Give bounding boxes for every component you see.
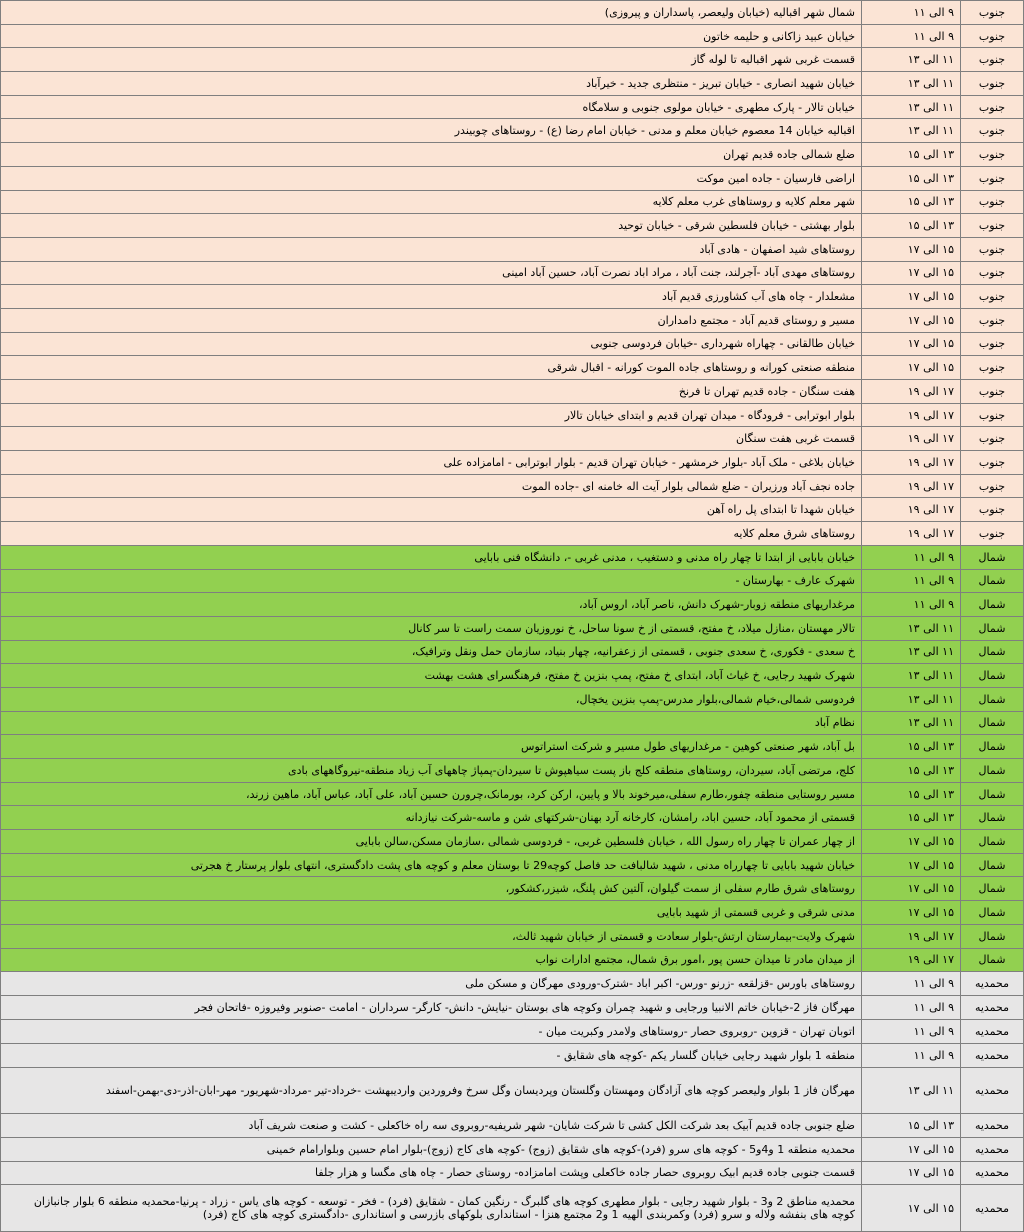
table-row [1, 853, 1024, 877]
area-cell: بلوار بهشتی - خیابان فلسطین شرقی - خیابان توحید [1, 214, 862, 238]
area-cell: مسیر روستایی منطقه چفور،طارم سفلی،میرخوند بالا و پایین، ارکن کرد، بورمانک،چرورن حسین آباد، علی آباد، عباس آباد، ماهین زرند، [1, 782, 862, 806]
table-row [1, 1161, 1024, 1185]
area-cell: ضلع شمالی جاده قدیم تهران [1, 143, 862, 167]
table-row [1, 522, 1024, 546]
region-cell: جنوب [961, 380, 1024, 404]
area-cell: مهرگان فاز 1 بلوار ولیعصر کوچه های آزادگان ومهستان وگلستان وپردیسان وگل سرخ وفروردین واردیبهشت -خرداد-تیر -مرداد-شهریور- مهر-ابان-اذر-دی-بهمن-اسفند [1, 1067, 862, 1114]
table-row [1, 403, 1024, 427]
region-cell: جنوب [961, 72, 1024, 96]
region-cell: محمدیه [961, 1043, 1024, 1067]
area-cell: بلوار ابوترابی - فرودگاه - میدان تهران قدیم و ابتدای خیابان تالار [1, 403, 862, 427]
region-cell: جنوب [961, 190, 1024, 214]
area-cell: منطقه صنعتی کورانه و روستاهای جاده الموت کورانه - اقبال شرقی [1, 356, 862, 380]
area-cell: کلج، مرتضی آباد، سیردان، روستاهای منطقه کلج باز پست سیاهپوش تا سیردان-پمپاژ چاههای آب زیاد منطقه-نیروگاههای بادی [1, 759, 862, 783]
area-cell: قسمت جنوبی جاده قدیم ابیک روبروی حصار جاده خاکعلی وپشت امامزاده- روستای حصار - چاه های مگسا و هزار جلفا [1, 1161, 862, 1185]
table-row [1, 190, 1024, 214]
table-row [1, 640, 1024, 664]
area-cell: محمدیه مناطق 2 و3 - بلوار شهید رجایی - بلوار مطهری کوچه های گلبرگ - رنگین کمان - شقایق (فرد) - فخر - توسعه - کوچه های یاس - زراد - پرنیا-محمدیه منطقه 6 بلوار جانبازان کوچه های بنفشه ولاله و سرو (فرد) وکمربندی الهیه 1 و2 مجتمع هنزا - استانداری بلوکهای بازرسی و استانداری -دادگستری کوچه های کاج (فرد) [1, 1185, 862, 1232]
region-cell: شمال [961, 830, 1024, 854]
region-cell: محمدیه [961, 1161, 1024, 1185]
area-cell: شهرک شهید رجایی، خ غیاث آباد، ابتدای خ مفتح، پمپ بنزین خ مفتح، فرهنگسرای هشت بهشت [1, 664, 862, 688]
region-cell: شمال [961, 569, 1024, 593]
time-cell: ۱۳ الی ۱۵ [862, 214, 961, 238]
area-cell: مرغداریهای منطقه زوبار-شهرک دانش، ناصر آباد، اروس آباد، [1, 593, 862, 617]
region-cell: شمال [961, 593, 1024, 617]
time-cell: ۱۵ الی ۱۷ [862, 1185, 961, 1232]
table-row [1, 711, 1024, 735]
region-cell: جنوب [961, 237, 1024, 261]
area-cell: فردوسی شمالی،خیام شمالی،بلوار مدرس-پمپ بنزین یخچال، [1, 687, 862, 711]
time-cell: ۱۵ الی ۱۷ [862, 308, 961, 332]
time-cell: ۱۷ الی ۱۹ [862, 427, 961, 451]
region-cell: شمال [961, 948, 1024, 972]
region-cell: جنوب [961, 285, 1024, 309]
table-row [1, 877, 1024, 901]
region-cell: شمال [961, 924, 1024, 948]
region-cell: جنوب [961, 261, 1024, 285]
area-cell: خیابان بلاغی - ملک آباد -بلوار خرمشهر - خیابان تهران قدیم - بلوار ابوترابی - امامزاده علی [1, 451, 862, 475]
region-cell: شمال [961, 782, 1024, 806]
table-row [1, 924, 1024, 948]
area-cell: روستاهای مهدی آباد -آجرلند، جنت آباد ، مراد اباد نصرت آباد، حسین آباد امینی [1, 261, 862, 285]
area-cell: خیابان بابایی از ابتدا تا چهار راه مدنی و دستغیب ، مدنی غربی -، دانشگاه فنی بابایی [1, 545, 862, 569]
table-row [1, 427, 1024, 451]
table-row [1, 166, 1024, 190]
area-cell: خ سعدی - فکوری، خ سعدی جنوبی ، قسمتی از زعفرانیه، چهار بنیاد، سازمان حمل ونقل وترافیک، [1, 640, 862, 664]
time-cell: ۱۳ الی ۱۵ [862, 190, 961, 214]
table-row [1, 616, 1024, 640]
table-row [1, 995, 1024, 1019]
time-cell: ۱۵ الی ۱۷ [862, 332, 961, 356]
region-cell: جنوب [961, 427, 1024, 451]
region-cell: جنوب [961, 1, 1024, 25]
time-cell: ۱۱ الی ۱۳ [862, 687, 961, 711]
region-cell: جنوب [961, 48, 1024, 72]
table-row [1, 545, 1024, 569]
table-row [1, 119, 1024, 143]
table-row [1, 214, 1024, 238]
table-row [1, 356, 1024, 380]
region-cell: شمال [961, 759, 1024, 783]
region-cell: شمال [961, 640, 1024, 664]
table-row [1, 498, 1024, 522]
time-cell: ۹ الی ۱۱ [862, 1, 961, 25]
area-cell: قسمتی از محمود آباد، حسین اباد، رامشان، کارخانه آرد بهنان-شرکتهای شن و ماسه-شرکت نیازدانه [1, 806, 862, 830]
time-cell: ۱۳ الی ۱۵ [862, 735, 961, 759]
area-cell: اراضی فارسیان - جاده امین موکت [1, 166, 862, 190]
area-cell: خیابان تالار - پارک مطهری - خیابان مولوی جنوبی و سلامگاه [1, 95, 862, 119]
table-row [1, 285, 1024, 309]
time-cell: ۱۵ الی ۱۷ [862, 285, 961, 309]
schedule-body [1, 1, 1024, 1232]
area-cell: جاده نجف آباد ورزیران - ضلع شمالی بلوار آیت اله خامنه ای -جاده الموت [1, 474, 862, 498]
table-row [1, 664, 1024, 688]
table-row [1, 687, 1024, 711]
table-row [1, 1137, 1024, 1161]
area-cell: مهرگان فاز 2-خیابان خاتم الانبیا ورجایی و شهید چمران وکوچه های بوستان -نیایش- دانش- کارگر- سرداران - امامت -صنوبر وفیروزه -فاتحان فجر [1, 995, 862, 1019]
area-cell: روستاهای شرق طارم سفلی از سمت گیلوان، آلتین کش پلنگ، شیزر،کشکور، [1, 877, 862, 901]
time-cell: ۱۱ الی ۱۳ [862, 95, 961, 119]
region-cell: جنوب [961, 451, 1024, 475]
region-cell: جنوب [961, 166, 1024, 190]
area-cell: شهر معلم کلایه و روستاهای غرب معلم کلایه [1, 190, 862, 214]
table-row [1, 474, 1024, 498]
time-cell: ۱۷ الی ۱۹ [862, 498, 961, 522]
region-cell: جنوب [961, 474, 1024, 498]
table-row [1, 1114, 1024, 1138]
area-cell: روستاهای شرق معلم کلایه [1, 522, 862, 546]
area-cell: مدنی شرقی و غربی قسمتی از شهید بابایی [1, 901, 862, 925]
time-cell: ۱۱ الی ۱۳ [862, 72, 961, 96]
time-cell: ۹ الی ۱۱ [862, 593, 961, 617]
region-cell: محمدیه [961, 1020, 1024, 1044]
area-cell: ضلع جنوبی جاده قدیم آبیک بعد شرکت الکل کشی تا شرکت شایان- شهر شریفیه-روبروی سه راه خاکعلی - کشت و صنعت شریف آباد [1, 1114, 862, 1138]
time-cell: ۱۷ الی ۱۹ [862, 924, 961, 948]
table-row [1, 782, 1024, 806]
time-cell: ۹ الی ۱۱ [862, 24, 961, 48]
table-row [1, 759, 1024, 783]
time-cell: ۱۷ الی ۱۹ [862, 474, 961, 498]
area-cell: خیابان شهید انصاری - خیابان تبریز - منتظری جدید - خیرآباد [1, 72, 862, 96]
time-cell: ۱۷ الی ۱۹ [862, 948, 961, 972]
table-row [1, 237, 1024, 261]
table-row [1, 380, 1024, 404]
table-row [1, 735, 1024, 759]
table-row [1, 1067, 1024, 1114]
area-cell: تالار مهستان ،منازل میلاد، خ مفتح، قسمتی از خ سونا ساحل، خ نوروزیان سمت راست تا سر کانال [1, 616, 862, 640]
area-cell: قسمت غربی هفت سنگان [1, 427, 862, 451]
table-row [1, 948, 1024, 972]
region-cell: جنوب [961, 24, 1024, 48]
area-cell: هفت سنگان - جاده قدیم تهران تا فرنخ [1, 380, 862, 404]
area-cell: شمال شهر اقبالیه (خیابان ولیعصر، پاسداران و پیروزی) [1, 1, 862, 25]
time-cell: ۱۳ الی ۱۵ [862, 1114, 961, 1138]
area-cell: از میدان مادر تا میدان حسن پور ،امور برق شمال، مجتمع ادارات نواب [1, 948, 862, 972]
region-cell: شمال [961, 853, 1024, 877]
time-cell: ۱۵ الی ۱۷ [862, 1161, 961, 1185]
area-cell: مسیر و روستای قدیم آباد - مجتمع دامداران [1, 308, 862, 332]
table-row [1, 48, 1024, 72]
time-cell: ۱۱ الی ۱۳ [862, 711, 961, 735]
time-cell: ۹ الی ۱۱ [862, 1020, 961, 1044]
region-cell: محمدیه [961, 1114, 1024, 1138]
time-cell: ۱۷ الی ۱۹ [862, 403, 961, 427]
time-cell: ۱۳ الی ۱۵ [862, 143, 961, 167]
time-cell: ۱۳ الی ۱۵ [862, 782, 961, 806]
time-cell: ۱۷ الی ۱۹ [862, 380, 961, 404]
area-cell: قسمت غربی شهر اقبالیه تا لوله گاز [1, 48, 862, 72]
table-row [1, 1043, 1024, 1067]
area-cell: روستاهای شید اصفهان - هادی آباد [1, 237, 862, 261]
time-cell: ۱۵ الی ۱۷ [862, 830, 961, 854]
time-cell: ۱۱ الی ۱۳ [862, 48, 961, 72]
time-cell: ۱۵ الی ۱۷ [862, 1137, 961, 1161]
time-cell: ۱۳ الی ۱۵ [862, 166, 961, 190]
table-row [1, 901, 1024, 925]
area-cell: مشعلدار - چاه های آب کشاورزی قدیم آباد [1, 285, 862, 309]
area-cell: اقبالیه خیابان 14 معصوم خیابان معلم و مدنی - خیابان امام رضا (ع) - روستاهای چوبیندر [1, 119, 862, 143]
time-cell: ۱۱ الی ۱۳ [862, 664, 961, 688]
region-cell: جنوب [961, 332, 1024, 356]
time-cell: ۱۵ الی ۱۷ [862, 853, 961, 877]
region-cell: جنوب [961, 214, 1024, 238]
time-cell: ۱۵ الی ۱۷ [862, 877, 961, 901]
region-cell: جنوب [961, 308, 1024, 332]
time-cell: ۹ الی ۱۱ [862, 569, 961, 593]
time-cell: ۱۳ الی ۱۵ [862, 759, 961, 783]
region-cell: شمال [961, 711, 1024, 735]
region-cell: شمال [961, 877, 1024, 901]
region-cell: محمدیه [961, 1067, 1024, 1114]
area-cell: محمدیه منطقه 1 و4و5 - کوچه های سرو (فرد)-کوچه های شقایق (زوج) -کوچه های کاج (زوج)-بلوار امام حسین وبلوارامام خمینی [1, 1137, 862, 1161]
area-cell: خیابان شهید بابایی تا چهارراه مدنی ، شهید شالبافت حد فاصل کوچه29 تا بوستان معلم و کوچه های پشت دادگستری، انتهای بلوار پرستار خ هجرتی [1, 853, 862, 877]
region-cell: جنوب [961, 522, 1024, 546]
table-row [1, 72, 1024, 96]
region-cell: محمدیه [961, 995, 1024, 1019]
region-cell: شمال [961, 806, 1024, 830]
time-cell: ۱۵ الی ۱۷ [862, 356, 961, 380]
time-cell: ۱۳ الی ۱۵ [862, 806, 961, 830]
table-row [1, 806, 1024, 830]
time-cell: ۱۱ الی ۱۳ [862, 119, 961, 143]
area-cell: بل آباد، شهر صنعتی کوهین - مرغداریهای طول مسیر و شرکت استراتوس [1, 735, 862, 759]
time-cell: ۱۱ الی ۱۳ [862, 616, 961, 640]
region-cell: جنوب [961, 498, 1024, 522]
area-cell: خیابان طالقانی - چهاراه شهرداری -خیابان فردوسی جنوبی [1, 332, 862, 356]
table-row [1, 24, 1024, 48]
time-cell: ۱۷ الی ۱۹ [862, 451, 961, 475]
time-cell: ۱۵ الی ۱۷ [862, 237, 961, 261]
time-cell: ۱۷ الی ۱۹ [862, 522, 961, 546]
table-row [1, 451, 1024, 475]
region-cell: شمال [961, 687, 1024, 711]
time-cell: ۹ الی ۱۱ [862, 972, 961, 996]
table-row [1, 1185, 1024, 1232]
table-row [1, 1020, 1024, 1044]
region-cell: جنوب [961, 403, 1024, 427]
time-cell: ۱۵ الی ۱۷ [862, 901, 961, 925]
table-row [1, 830, 1024, 854]
area-cell: خیابان شهدا تا ابتدای پل راه آهن [1, 498, 862, 522]
region-cell: شمال [961, 545, 1024, 569]
table-row [1, 95, 1024, 119]
area-cell: منطقه 1 بلوار شهید رجایی خیابان گلسار یکم -کوچه های شقایق - [1, 1043, 862, 1067]
area-cell: نظام آباد [1, 711, 862, 735]
region-cell: شمال [961, 901, 1024, 925]
time-cell: ۹ الی ۱۱ [862, 545, 961, 569]
area-cell: خیابان عبید زاکانی و حلیمه خاتون [1, 24, 862, 48]
table-row [1, 593, 1024, 617]
table-row [1, 143, 1024, 167]
region-cell: شمال [961, 735, 1024, 759]
area-cell: اتوبان تهران - قزوین -روبروی حصار -روستاهای ولامدر وکبریت میان - [1, 1020, 862, 1044]
table-row [1, 332, 1024, 356]
area-cell: روستاهای باورس -قزلقعه -زرنو -ورس- اکبر اباد -شترک-ورودی مهرگان و مسکن ملی [1, 972, 862, 996]
area-cell: شهرک ولایت-بیمارستان ارتش-بلوار سعادت و قسمتی از خیابان شهید ثالث، [1, 924, 862, 948]
region-cell: محمدیه [961, 1185, 1024, 1232]
region-cell: جنوب [961, 119, 1024, 143]
time-cell: ۹ الی ۱۱ [862, 995, 961, 1019]
area-cell: شهرک عارف - بهارستان - [1, 569, 862, 593]
time-cell: ۹ الی ۱۱ [862, 1043, 961, 1067]
table-row [1, 308, 1024, 332]
table-row [1, 569, 1024, 593]
time-cell: ۱۵ الی ۱۷ [862, 261, 961, 285]
time-cell: ۱۱ الی ۱۳ [862, 640, 961, 664]
region-cell: شمال [961, 616, 1024, 640]
region-cell: جنوب [961, 143, 1024, 167]
region-cell: جنوب [961, 95, 1024, 119]
table-row [1, 972, 1024, 996]
region-cell: جنوب [961, 356, 1024, 380]
region-cell: شمال [961, 664, 1024, 688]
area-cell: از چهار عمران تا چهار راه رسول الله ، خیابان فلسطین غربی، - فردوسی شمالی ،سازمان مسکن،سالن بابایی [1, 830, 862, 854]
region-cell: محمدیه [961, 972, 1024, 996]
time-cell: ۱۱ الی ۱۳ [862, 1067, 961, 1114]
table-row [1, 1, 1024, 25]
table-row [1, 261, 1024, 285]
region-cell: محمدیه [961, 1137, 1024, 1161]
